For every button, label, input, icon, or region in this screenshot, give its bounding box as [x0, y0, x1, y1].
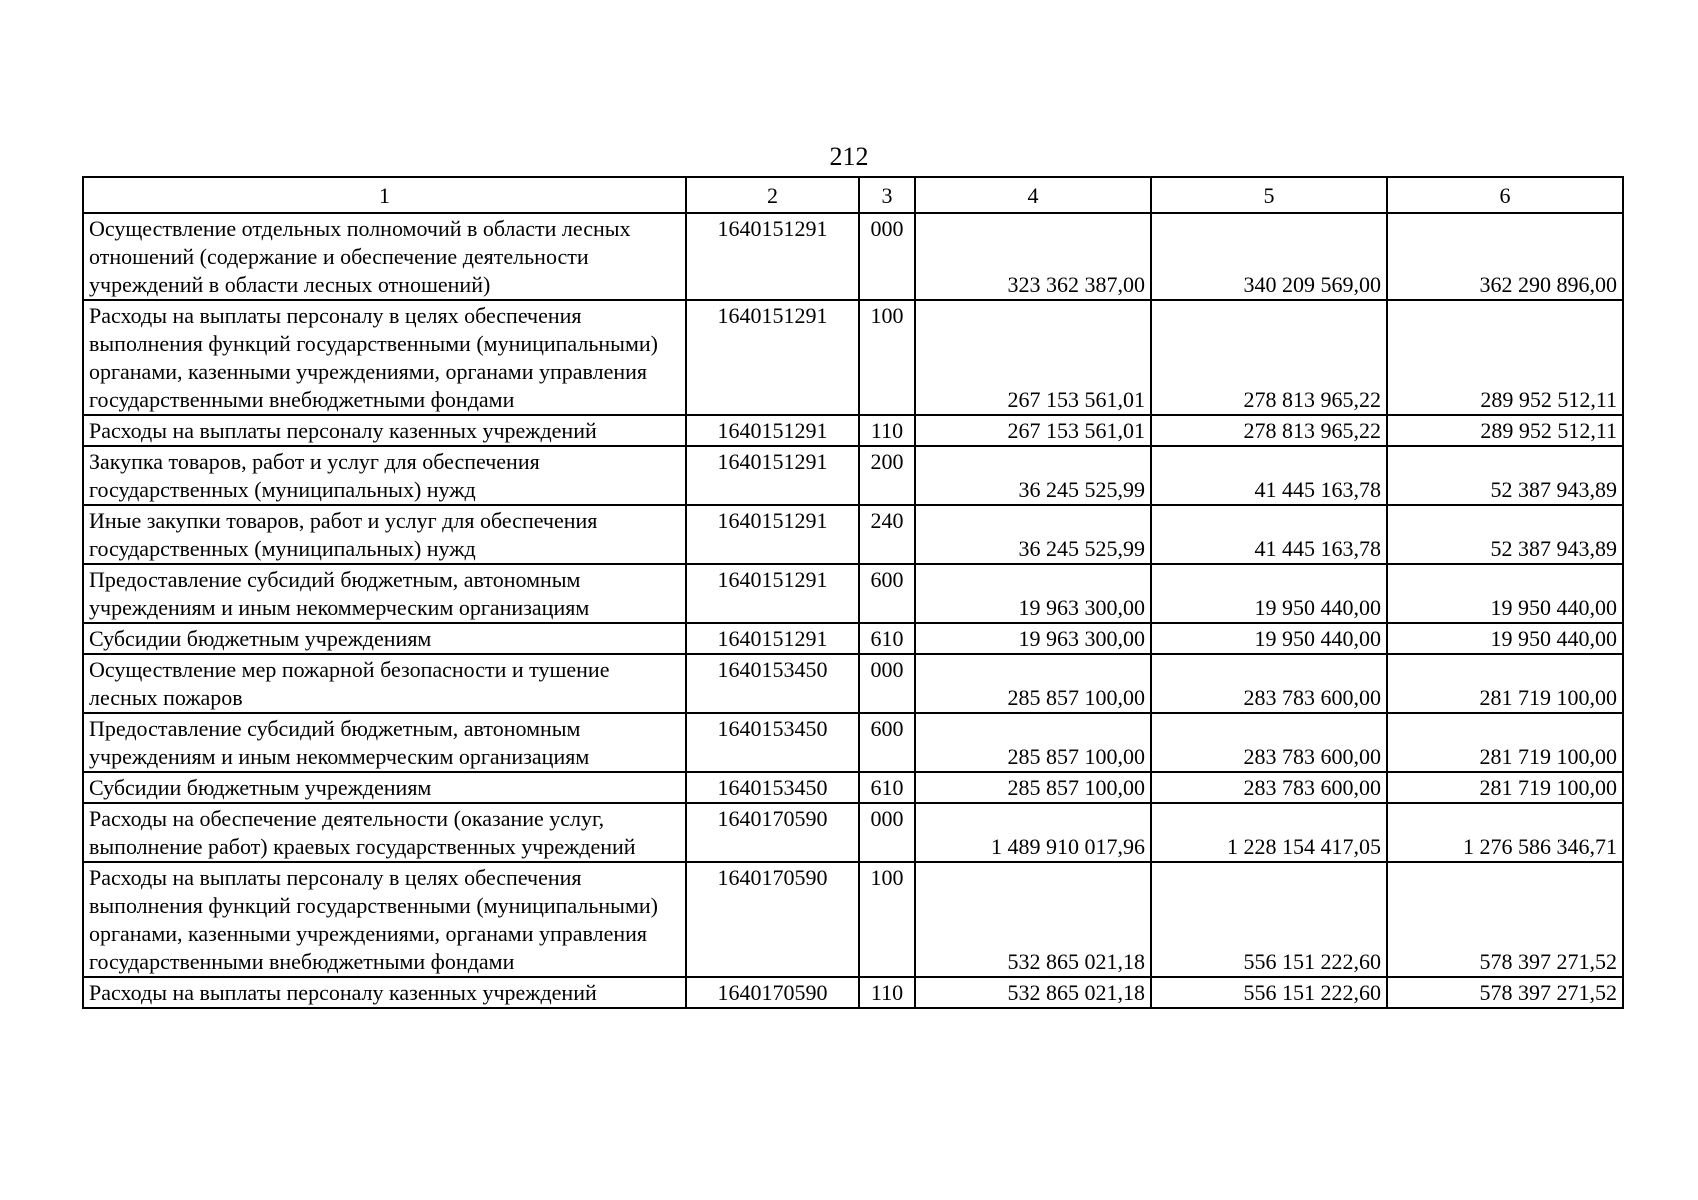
row-amount-col6: 52 387 943,89: [1387, 505, 1623, 564]
row-amount-col4: 1 489 910 017,96: [915, 803, 1151, 862]
row-amount-col4: 36 245 525,99: [915, 446, 1151, 505]
table-row: [83, 772, 1623, 803]
row-name: Закупка товаров, работ и услуг для обеспечения государственных (муниципальных) нужд: [83, 446, 686, 505]
row-amount-col5: 340 209 569,00: [1151, 213, 1387, 300]
table-row: [83, 213, 1623, 300]
row-amount-col5: 19 950 440,00: [1151, 564, 1387, 623]
row-amount-col5: 283 783 600,00: [1151, 772, 1387, 803]
row-vr-code: 000: [859, 654, 915, 713]
row-vr-code: 100: [859, 862, 915, 977]
row-csr-code: 1640170590: [686, 977, 859, 1008]
row-name: Расходы на обеспечение деятельности (оказание услуг, выполнение работ) краевых государственных учреждений: [83, 803, 686, 862]
row-amount-col6: 1 276 586 346,71: [1387, 803, 1623, 862]
row-vr-code: 610: [859, 772, 915, 803]
row-amount-col6: 289 952 512,11: [1387, 300, 1623, 415]
row-vr-code: 600: [859, 564, 915, 623]
row-amount-col5: 283 783 600,00: [1151, 713, 1387, 772]
row-amount-col6: 578 397 271,52: [1387, 977, 1623, 1008]
budget-table: [82, 176, 1624, 1009]
row-csr-code: 1640151291: [686, 300, 859, 415]
row-csr-code: 1640151291: [686, 415, 859, 446]
table-row: [83, 300, 1623, 415]
row-amount-col5: 1 228 154 417,05: [1151, 803, 1387, 862]
row-amount-col6: 19 950 440,00: [1387, 564, 1623, 623]
row-amount-col5: 278 813 965,22: [1151, 415, 1387, 446]
header-col-5: 5: [1151, 177, 1387, 213]
header-col-2: 2: [686, 177, 859, 213]
header-col-3: 3: [859, 177, 915, 213]
table-body: [83, 213, 1623, 1008]
row-csr-code: 1640151291: [686, 623, 859, 654]
row-vr-code: 100: [859, 300, 915, 415]
table-row: [83, 415, 1623, 446]
row-amount-col4: 267 153 561,01: [915, 415, 1151, 446]
row-name: Расходы на выплаты персоналу в целях обеспечения выполнения функций государственными (муниципальными) органами, казенными учреждениями, органами управления государственными внебюджетными фондами: [83, 300, 686, 415]
row-vr-code: 110: [859, 415, 915, 446]
row-amount-col5: 556 151 222,60: [1151, 977, 1387, 1008]
row-amount-col6: 578 397 271,52: [1387, 862, 1623, 977]
row-amount-col4: 532 865 021,18: [915, 977, 1151, 1008]
table-header: [83, 177, 1623, 213]
row-name: Предоставление субсидий бюджетным, автономным учреждениям и иным некоммерческим организациям: [83, 713, 686, 772]
row-vr-code: 200: [859, 446, 915, 505]
row-amount-col4: 285 857 100,00: [915, 772, 1151, 803]
row-csr-code: 1640170590: [686, 862, 859, 977]
header-col-4: 4: [915, 177, 1151, 213]
row-amount-col6: 19 950 440,00: [1387, 623, 1623, 654]
row-vr-code: 600: [859, 713, 915, 772]
page-number: 212: [829, 142, 869, 171]
row-amount-col5: 278 813 965,22: [1151, 300, 1387, 415]
row-amount-col4: 36 245 525,99: [915, 505, 1151, 564]
table-row: [83, 803, 1623, 862]
row-amount-col5: 41 445 163,78: [1151, 446, 1387, 505]
table-row: [83, 623, 1623, 654]
row-csr-code: 1640170590: [686, 803, 859, 862]
row-amount-col6: 289 952 512,11: [1387, 415, 1623, 446]
row-amount-col4: 532 865 021,18: [915, 862, 1151, 977]
row-amount-col4: 285 857 100,00: [915, 713, 1151, 772]
table-row: [83, 977, 1623, 1008]
row-vr-code: 240: [859, 505, 915, 564]
row-csr-code: 1640153450: [686, 713, 859, 772]
row-name: Осуществление отдельных полномочий в области лесных отношений (содержание и обеспечение деятельности учреждений в области лесных отношений): [83, 213, 686, 300]
header-row: [83, 177, 1623, 213]
header-col-1: 1: [83, 177, 686, 213]
header-col-6: 6: [1387, 177, 1623, 213]
row-name: Предоставление субсидий бюджетным, автономным учреждениям и иным некоммерческим организациям: [83, 564, 686, 623]
row-amount-col5: 41 445 163,78: [1151, 505, 1387, 564]
row-amount-col4: 19 963 300,00: [915, 564, 1151, 623]
table-row: [83, 862, 1623, 977]
table-row: [83, 446, 1623, 505]
row-amount-col5: 19 950 440,00: [1151, 623, 1387, 654]
row-amount-col5: 283 783 600,00: [1151, 654, 1387, 713]
row-name: Расходы на выплаты персоналу казенных учреждений: [83, 977, 686, 1008]
row-amount-col6: 281 719 100,00: [1387, 713, 1623, 772]
row-amount-col4: 285 857 100,00: [915, 654, 1151, 713]
row-amount-col6: 281 719 100,00: [1387, 772, 1623, 803]
table-row: [83, 713, 1623, 772]
table-row: [83, 505, 1623, 564]
row-name: Осуществление мер пожарной безопасности и тушение лесных пожаров: [83, 654, 686, 713]
row-amount-col6: 52 387 943,89: [1387, 446, 1623, 505]
row-amount-col4: 19 963 300,00: [915, 623, 1151, 654]
row-csr-code: 1640153450: [686, 772, 859, 803]
row-csr-code: 1640151291: [686, 213, 859, 300]
row-vr-code: 000: [859, 803, 915, 862]
row-amount-col4: 267 153 561,01: [915, 300, 1151, 415]
row-csr-code: 1640153450: [686, 654, 859, 713]
row-vr-code: 610: [859, 623, 915, 654]
row-name: Иные закупки товаров, работ и услуг для обеспечения государственных (муниципальных) нужд: [83, 505, 686, 564]
table-row: [83, 654, 1623, 713]
row-vr-code: 110: [859, 977, 915, 1008]
row-amount-col6: 362 290 896,00: [1387, 213, 1623, 300]
row-csr-code: 1640151291: [686, 505, 859, 564]
row-name: Расходы на выплаты персоналу казенных учреждений: [83, 415, 686, 446]
row-amount-col4: 323 362 387,00: [915, 213, 1151, 300]
row-name: Субсидии бюджетным учреждениям: [83, 772, 686, 803]
row-amount-col6: 281 719 100,00: [1387, 654, 1623, 713]
row-name: Расходы на выплаты персоналу в целях обеспечения выполнения функций государственными (муниципальными) органами, казенными учреждениями, органами управления государственными внебюджетными фондами: [83, 862, 686, 977]
row-vr-code: 000: [859, 213, 915, 300]
row-amount-col5: 556 151 222,60: [1151, 862, 1387, 977]
row-csr-code: 1640151291: [686, 446, 859, 505]
table-row: [83, 564, 1623, 623]
row-name: Субсидии бюджетным учреждениям: [83, 623, 686, 654]
row-csr-code: 1640151291: [686, 564, 859, 623]
